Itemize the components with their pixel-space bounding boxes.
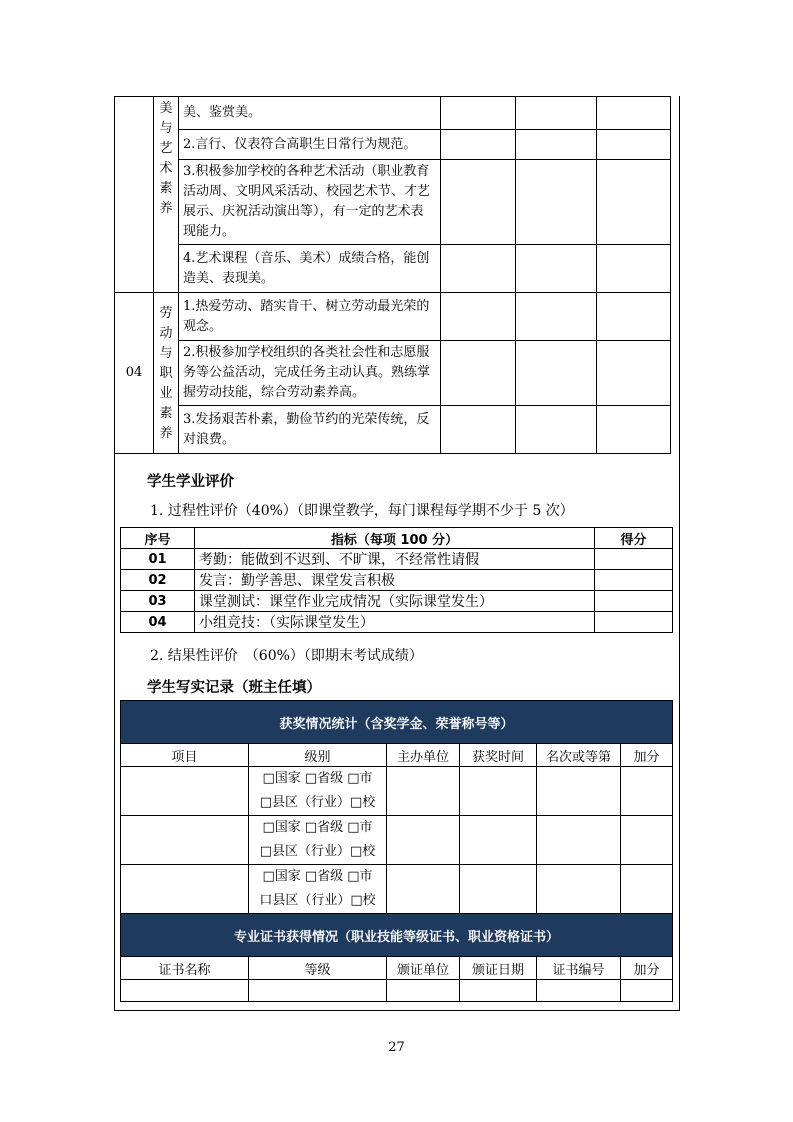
score-cell[interactable] bbox=[441, 293, 516, 341]
awards-col-header: 获奖时间 bbox=[460, 744, 537, 767]
award-item-cell[interactable] bbox=[121, 816, 249, 865]
score-cell[interactable] bbox=[516, 160, 597, 245]
awards-col-header: 主办单位 bbox=[387, 744, 460, 767]
criteria-table bbox=[114, 96, 671, 454]
row-number: 02 bbox=[121, 570, 195, 591]
result-eval-label: 2. 结果性评价 （60%）（即期末考试成绩） bbox=[150, 648, 423, 664]
award-cell[interactable] bbox=[621, 767, 673, 816]
score-cell[interactable] bbox=[516, 245, 597, 293]
score-cell[interactable] bbox=[516, 406, 597, 454]
cert-cell[interactable] bbox=[460, 980, 537, 1002]
score-cell[interactable] bbox=[595, 591, 673, 612]
cert-col-header: 加分 bbox=[621, 957, 673, 980]
records-heading: 学生写实记录（班主任填） bbox=[147, 680, 321, 696]
row-indicator: 课堂测试：课堂作业完成情况（实际课堂发生） bbox=[195, 591, 595, 612]
records-table bbox=[120, 700, 673, 1002]
cert-col-header: 颁证单位 bbox=[387, 957, 460, 980]
row-number: 01 bbox=[121, 549, 195, 570]
row-number: 04 bbox=[121, 612, 195, 633]
award-cell[interactable] bbox=[387, 816, 460, 865]
cert-band: 专业证书获得情况（职业技能等级证书、职业资格证书） bbox=[121, 914, 673, 957]
row-number: 03 bbox=[121, 591, 195, 612]
process-eval-label: 1. 过程性评价（40%）（即课堂教学，每门课程每学期不少于 5 次） bbox=[150, 503, 574, 519]
criterion-item: 2.言行、仪表符合高职生日常行为规范。 bbox=[179, 130, 441, 160]
score-cell[interactable] bbox=[441, 245, 516, 293]
criterion-item: 1.热爱劳动、踏实肯干、树立劳动最光荣的观念。 bbox=[179, 293, 441, 341]
criterion-item: 3.积极参加学校的各种艺术活动（职业教育活动周、文明风采活动、校园艺术节、才艺展示、庆祝活动演出等），有一定的艺术表现能力。 bbox=[179, 160, 441, 245]
score-cell[interactable] bbox=[597, 293, 671, 341]
awards-col-header: 级别 bbox=[249, 744, 387, 767]
cert-cell[interactable] bbox=[249, 980, 387, 1002]
table-row bbox=[121, 591, 673, 612]
score-cell[interactable] bbox=[441, 130, 516, 160]
row-indicator: 小组竞技：（实际课堂发生） bbox=[195, 612, 595, 633]
award-cell[interactable] bbox=[387, 865, 460, 914]
cert-cell[interactable] bbox=[121, 980, 249, 1002]
table-row bbox=[121, 570, 673, 591]
score-cell[interactable] bbox=[597, 160, 671, 245]
col-header-indicator: 指标（每项 100 分） bbox=[195, 528, 595, 549]
awards-col-header: 名次或等第 bbox=[537, 744, 621, 767]
cert-cell[interactable] bbox=[621, 980, 673, 1002]
score-cell[interactable] bbox=[595, 612, 673, 633]
criterion-item: 美、鉴赏美。 bbox=[179, 97, 441, 130]
score-cell[interactable] bbox=[597, 130, 671, 160]
category-label: 美 与 艺 术 素 养 bbox=[154, 97, 179, 293]
score-cell[interactable] bbox=[595, 549, 673, 570]
score-cell[interactable] bbox=[516, 97, 597, 130]
col-header-score: 得分 bbox=[595, 528, 673, 549]
awards-col-header: 加分 bbox=[621, 744, 673, 767]
criterion-item: 2.积极参加学校组织的各类社会性和志愿服务等公益活动，完成任务主动认真。熟练掌握劳动技能，综合劳动素养高。 bbox=[179, 341, 441, 406]
award-cell[interactable] bbox=[621, 865, 673, 914]
criterion-item: 3.发扬艰苦朴素，勤俭节约的光荣传统，反对浪费。 bbox=[179, 406, 441, 454]
score-cell[interactable] bbox=[516, 293, 597, 341]
score-cell[interactable] bbox=[441, 160, 516, 245]
criterion-item: 4.艺术课程（音乐、美术）成绩合格，能创造美、表现美。 bbox=[179, 245, 441, 293]
row-indicator: 发言：勤学善思、课堂发言积极 bbox=[195, 570, 595, 591]
score-cell[interactable] bbox=[597, 341, 671, 406]
cert-col-header: 证书名称 bbox=[121, 957, 249, 980]
cert-cell[interactable] bbox=[537, 980, 621, 1002]
award-cell[interactable] bbox=[621, 816, 673, 865]
score-cell[interactable] bbox=[597, 406, 671, 454]
group-number: 04 bbox=[115, 293, 154, 454]
row-indicator: 考勤：能做到不迟到、不旷课，不经常性请假 bbox=[195, 549, 595, 570]
academic-heading: 学生学业评价 bbox=[147, 474, 234, 490]
cert-col-header: 等级 bbox=[249, 957, 387, 980]
score-cell[interactable] bbox=[441, 341, 516, 406]
award-cell[interactable] bbox=[387, 767, 460, 816]
score-cell[interactable] bbox=[595, 570, 673, 591]
award-cell[interactable] bbox=[537, 865, 621, 914]
award-cell[interactable] bbox=[537, 767, 621, 816]
award-level-options[interactable]: □国家 □省级 □市 □县区（行业）□校 bbox=[249, 816, 387, 865]
award-level-options[interactable]: □国家 □省级 □市 口县区（行业）□校 bbox=[249, 865, 387, 914]
awards-col-header: 项目 bbox=[121, 744, 249, 767]
awards-band: 获奖情况统计（含奖学金、荣誉称号等） bbox=[121, 701, 673, 744]
award-cell[interactable] bbox=[537, 816, 621, 865]
cert-col-header: 颁证日期 bbox=[460, 957, 537, 980]
award-cell[interactable] bbox=[460, 816, 537, 865]
award-level-options[interactable]: □国家 □省级 □市 □县区（行业）□校 bbox=[249, 767, 387, 816]
group-number bbox=[115, 97, 154, 293]
score-cell[interactable] bbox=[597, 245, 671, 293]
score-cell[interactable] bbox=[516, 130, 597, 160]
page-number: 27 bbox=[388, 1040, 405, 1055]
score-cell[interactable] bbox=[516, 341, 597, 406]
award-cell[interactable] bbox=[460, 865, 537, 914]
score-cell[interactable] bbox=[441, 97, 516, 130]
score-cell[interactable] bbox=[597, 97, 671, 130]
table-row bbox=[121, 612, 673, 633]
award-cell[interactable] bbox=[460, 767, 537, 816]
process-eval-table bbox=[120, 527, 673, 633]
table-row bbox=[121, 549, 673, 570]
category-label: 劳 动 与 职 业 素 养 bbox=[154, 293, 179, 454]
award-item-cell[interactable] bbox=[121, 865, 249, 914]
cert-col-header: 证书编号 bbox=[537, 957, 621, 980]
cert-cell[interactable] bbox=[387, 980, 460, 1002]
award-item-cell[interactable] bbox=[121, 767, 249, 816]
score-cell[interactable] bbox=[441, 406, 516, 454]
col-header-no: 序号 bbox=[121, 528, 195, 549]
